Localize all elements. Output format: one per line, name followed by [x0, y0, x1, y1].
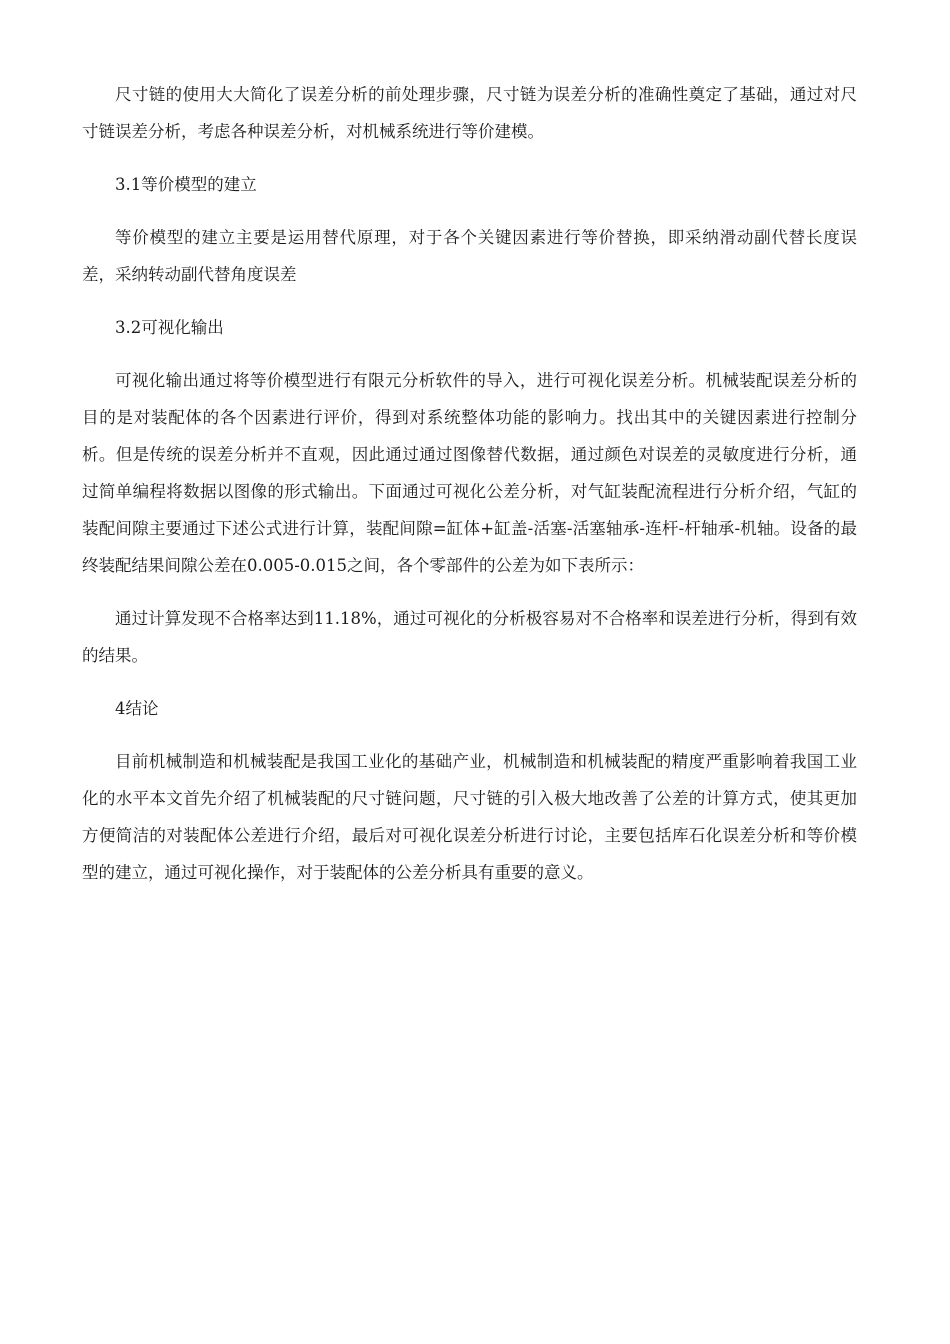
document-body	[82, 76, 857, 891]
section-heading-4: 4结论	[115, 699, 159, 718]
section-heading-3-1: 3.1等价模型的建立	[115, 175, 257, 194]
section-heading-3-2: 3.2可视化输出	[115, 318, 224, 337]
paragraph-defect-rate: 通过计算发现不合格率达到11.18%，通过可视化的分析极容易对不合格率和误差进行分析，得到有效的结果。	[82, 609, 857, 665]
paragraph-conclusion: 目前机械制造和机械装配是我国工业化的基础产业，机械制造和机械装配的精度严重影响着我国工业化的水平本文首先介绍了机械装配的尺寸链问题，尺寸链的引入极大地改善了公差的计算方式，使其更加方便简洁的对装配体公差进行介绍，最后对可视化误差分析进行讨论，主要包括库石化误差分析和等价模型的建立，通过可视化操作，对于装配体的公差分析具有重要的意义。	[82, 752, 857, 882]
paragraph-dimension-chain: 尺寸链的使用大大简化了误差分析的前处理步骤，尺寸链为误差分析的准确性奠定了基础，通过对尺寸链误差分析，考虑各种误差分析，对机械系统进行等价建模。	[82, 85, 857, 141]
paragraph-visual-output: 可视化输出通过将等价模型进行有限元分析软件的导入，进行可视化误差分析。机械装配误差分析的目的是对装配体的各个因素进行评价，得到对系统整体功能的影响力。找出其中的关键因素进行控制分析。但是传统的误差分析并不直观，因此通过通过图像替代数据，通过颜色对误差的灵敏度进行分析，通过简单编程将数据以图像的形式输出。下面通过可视化公差分析，对气缸装配流程进行分析介绍，气缸的装配间隙主要通过下述公式进行计算，装配间隙=缸体+缸盖-活塞-活塞轴承-连杆-杆轴承-机轴。设备的最终装配结果间隙公差在0.005-0.015之间，各个零部件的公差为如下表所示：	[82, 371, 857, 575]
paragraph-equivalent-model: 等价模型的建立主要是运用替代原理，对于各个关键因素进行等价替换，即采纳滑动副代替长度误差，采纳转动副代替角度误差	[82, 228, 857, 284]
